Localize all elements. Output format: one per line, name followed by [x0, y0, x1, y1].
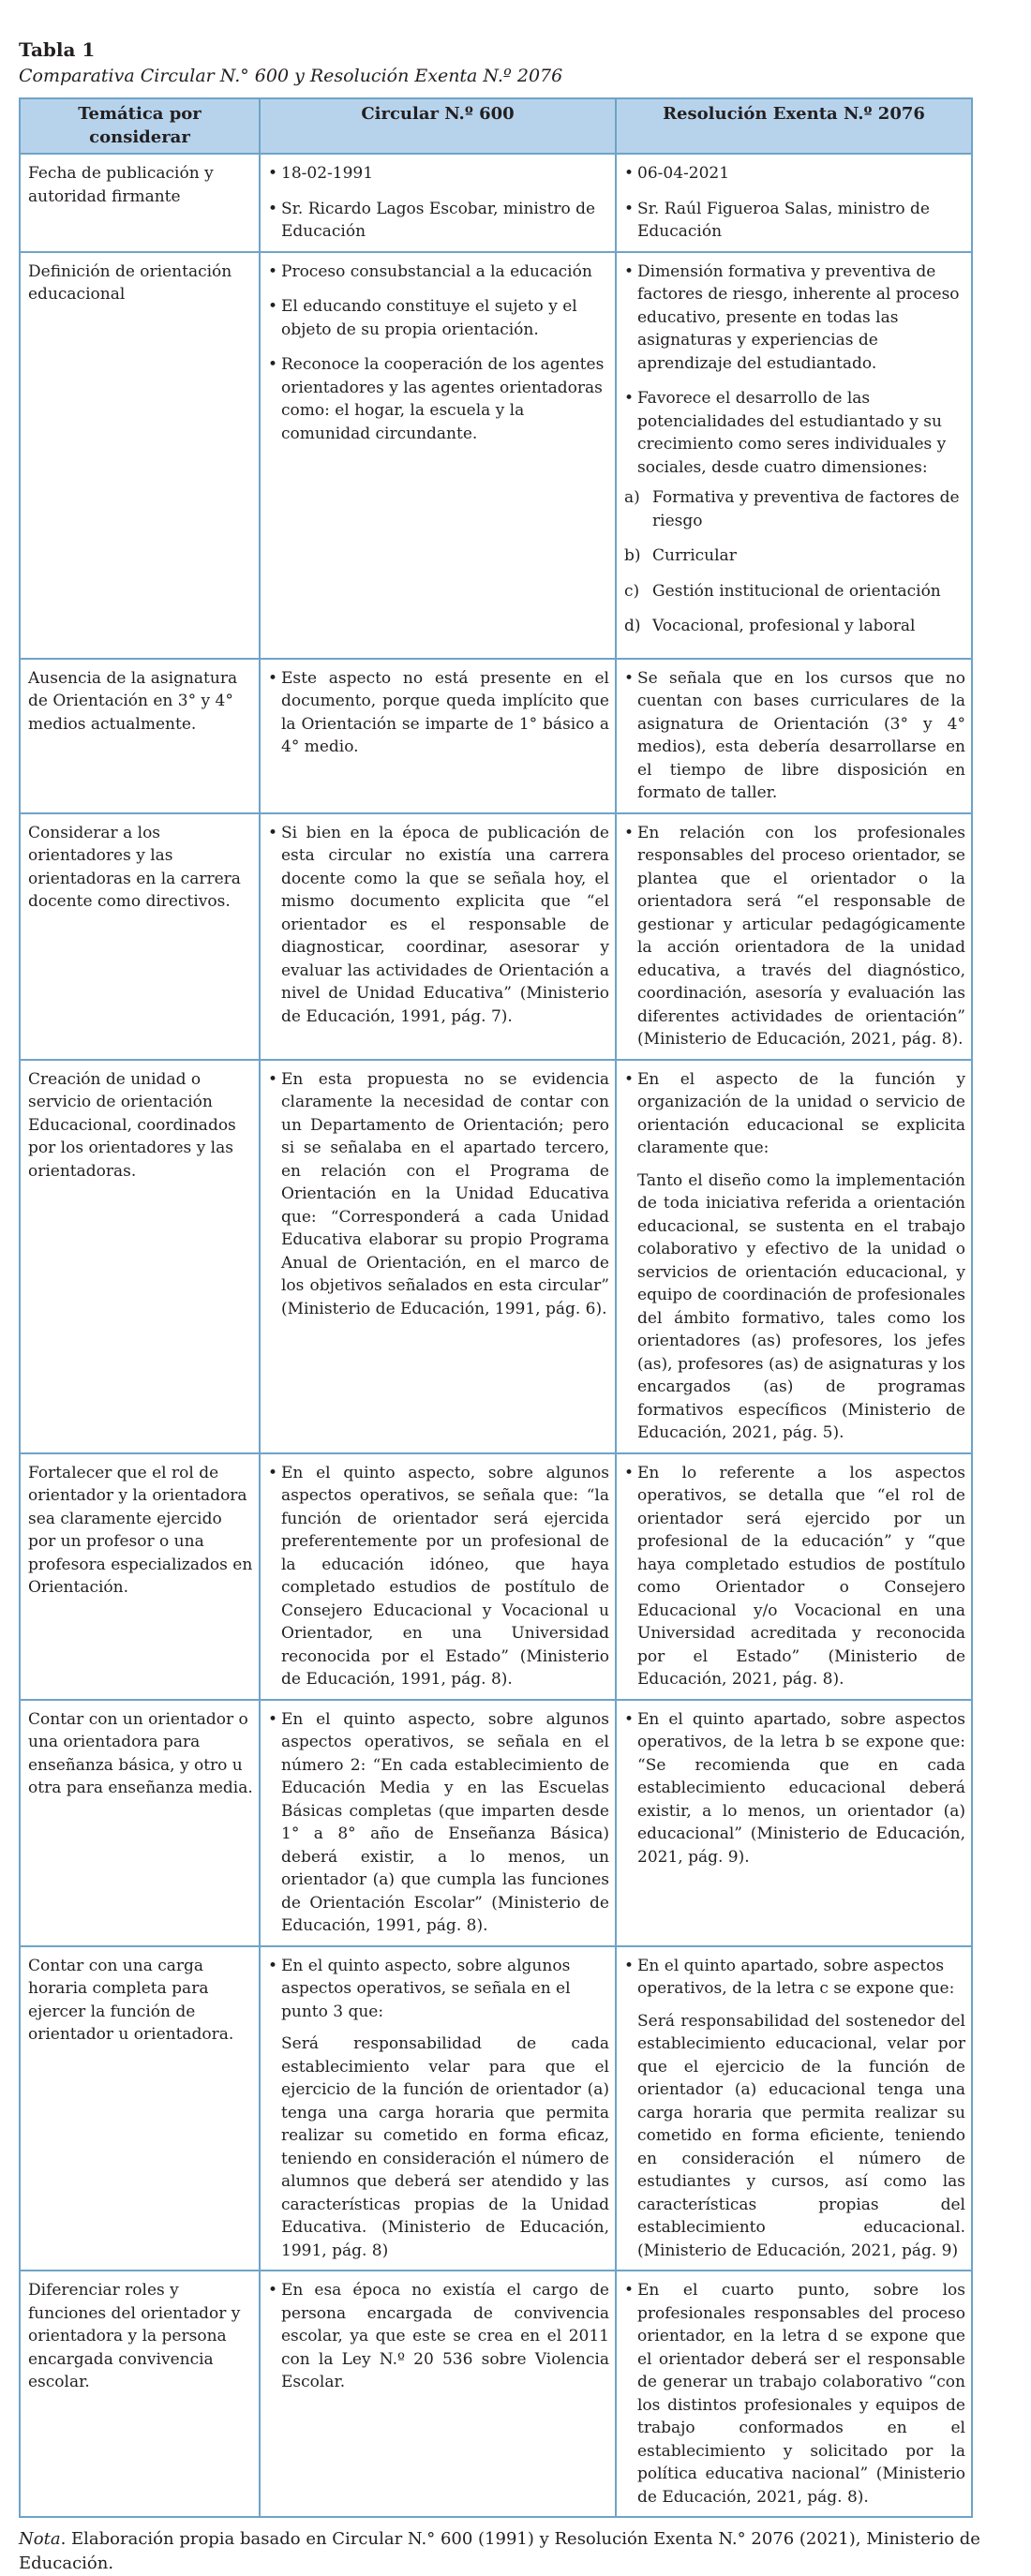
block-quote: Será responsabilidad del sostenedor del establecimiento educacional, velar por que el ejercicio de la función de orientador (a) educacional tenga una carga horaria que permita realizar su cometido en forma eficiente, teniendo en consideración el número de estudiantes y cursos, así como las características propias del establecimiento educacional. (Ministerio de Educación, 2021, pág. 9): [637, 2011, 965, 2260]
bullet-item: • 06-04-2021: [624, 162, 965, 186]
topic-cell: Definición de orientación educacional: [20, 252, 260, 659]
bullet-item: • Si bien en la época de publicación de esta circular no existía una carrera docente como la que se señala hoy, el mismo documento explicita que “el orientador es el responsable de diagnosticar, coordinar, asesorar y evaluar las actividades de Orientación a nivel de Unidad Educativa” (Ministerio de Educación, 1991, pág. 7).: [268, 822, 609, 1029]
bullet-list: [624, 822, 965, 1051]
dimension-text: Vocacional, profesional y laboral: [652, 617, 916, 635]
topic-cell: Creación de unidad o servicio de orientación Educacional, coordinados por los orientadores y las orientadoras.: [20, 1060, 260, 1453]
resolucion-2076-cell: [616, 1060, 972, 1453]
header-circular-600: Circular N.º 600: [260, 98, 616, 154]
circular-600-cell: [260, 2271, 616, 2517]
bullet-list: [268, 1462, 609, 1691]
table-note: [19, 2527, 1012, 2576]
bullet-item: • El educando constituye el sujeto y el objeto de su propia orientación.: [268, 295, 609, 341]
circular-600-cell: [260, 252, 616, 659]
table-row: [20, 154, 972, 252]
topic-cell: Contar con una carga horaria completa para ejercer la función de orientador u orientadora.: [20, 1946, 260, 2271]
circular-600-cell: [260, 1700, 616, 1946]
dimension-letter: a): [624, 488, 640, 507]
resolucion-2076-cell: [616, 154, 972, 252]
bullet-list: [624, 162, 965, 244]
resolucion-2076-cell: [616, 1453, 972, 1700]
circular-600-cell: [260, 154, 616, 252]
bullet-item: • Sr. Ricardo Lagos Escobar, ministro de Educación: [268, 198, 609, 244]
bullet-list: [268, 162, 609, 244]
resolucion-2076-cell: [616, 252, 972, 659]
bullet-list: [268, 1068, 609, 1321]
bullet-list: [268, 261, 609, 446]
table-row: [20, 1060, 972, 1453]
bullet-item: • Favorece el desarrollo de las potencialidades del estudiantado y su crecimiento como seres individuales y sociales, desde cuatro dimensiones:: [624, 387, 965, 479]
note-label: Nota: [19, 2529, 61, 2549]
table-row: [20, 1700, 972, 1946]
bullet-item: • En el quinto aspecto, sobre algunos aspectos operativos, se señala que: “la función de orientador será ejercida preferentemente por un profesional de la educación idóneo, que haya completado estudios de postítulo de Consejero Educacional y Vocacional u Orientador, en una Universidad reconocida por el Estado” (Ministerio de Educación, 1991, pág. 8).: [268, 1462, 609, 1691]
bullet-list: [624, 1462, 965, 1691]
topic-cell: Contar con un orientador o una orientadora para enseñanza básica, y otro u otra para enseñanza media.: [20, 1700, 260, 1946]
bullet-item: • En el quinto aspecto, sobre algunos aspectos operativos, se señala en el punto 3 que:: [268, 1955, 609, 2024]
bullet-list: [268, 1708, 609, 1938]
bullet-item: • Sr. Raúl Figueroa Salas, ministro de Educación: [624, 198, 965, 244]
bullet-item: • En el aspecto de la función y organización de la unidad o servicio de orientación educacional se explicita claramente que:: [624, 1068, 965, 1160]
dimension-text: Formativa y preventiva de factores de riesgo: [652, 488, 960, 530]
resolucion-2076-cell: [616, 2271, 972, 2517]
table-header-row: [20, 98, 972, 154]
bullet-item: • En esta propuesta no se evidencia claramente la necesidad de contar con un Departamento de Orientación; pero si se señalaba en el apartado tercero, en relación con el Programa de Orientación en la Unidad Educativa que: “Corresponderá a cada Unidad Educativa elaborar su propio Programa Anual de Orientación, en el marco de los objetivos señalados en esta circular” (Ministerio de Educación, 1991, pág. 6).: [268, 1068, 609, 1321]
document-page: [19, 37, 1012, 2576]
bullet-item: • Reconoce la cooperación de los agentes orientadores y las agentes orientadoras como: el hogar, la escuela y la comunidad circundante.: [268, 353, 609, 445]
circular-600-cell: [260, 813, 616, 1060]
header-topic: Temática por considerar: [20, 98, 260, 154]
dimension-item: [624, 486, 965, 532]
table-row: [20, 1946, 972, 2271]
dimension-item: [624, 615, 965, 638]
bullet-item: • 18-02-1991: [268, 162, 609, 186]
table-row: [20, 659, 972, 813]
dimension-text: Gestión institucional de orientación: [652, 581, 941, 601]
table-row: [20, 2271, 972, 2517]
resolucion-2076-cell: [616, 659, 972, 813]
bullet-item: • Este aspecto no está presente en el documento, porque queda implícito que la Orientación se imparte de 1° básico a 4° medio.: [268, 667, 609, 759]
bullet-item: • En el cuarto punto, sobre los profesionales responsables del proceso orientador, en la letra d se expone que el orientador deberá ser el responsable de generar un trabajo colaborativo “con los distintos profesionales y equipos de trabajo conformados en el establecimiento y solicitado por la política educativa nacional” (Ministerio de Educación, 2021, pág. 8).: [624, 2279, 965, 2509]
bullet-item: • Se señala que en los cursos que no cuentan con bases curriculares de la asignatura de Orientación (3° y 4° medios), esta debería desarrollarse en el tiempo de libre disposición en formato de taller.: [624, 667, 965, 805]
comparison-table: [19, 97, 973, 2518]
table-row: [20, 252, 972, 659]
header-resolucion-2076: Resolución Exenta N.º 2076: [616, 98, 972, 154]
bullet-list: [624, 261, 965, 480]
table-row: [20, 1453, 972, 1700]
circular-600-cell: [260, 1060, 616, 1453]
bullet-item: • En el quinto apartado, sobre aspectos operativos, de la letra b se expone que: “Se recomienda que en cada establecimiento educacional deberá existir, a lo menos, un orientador (a) educacional” (Ministerio de Educación, 2021, pág. 9).: [624, 1708, 965, 1869]
bullet-list: [268, 667, 609, 759]
bullet-list: [624, 2279, 965, 2509]
bullet-item: • En el quinto apartado, sobre aspectos operativos, de la letra c se expone que:: [624, 1955, 965, 2001]
circular-600-cell: [260, 1453, 616, 1700]
bullet-list: [624, 1068, 965, 1160]
bullet-item: • En relación con los profesionales responsables del proceso orientador, se plantea que el orientador o la orientadora será “el responsable de gestionar y articular pedagógicamente la acción orientadora de la unidad educativa, a través del diagnóstico, coordinación, asesoría y evaluación las diferentes actividades de orientación” (Ministerio de Educación, 2021, pág. 8).: [624, 822, 965, 1051]
table-label: Tabla 1: [19, 38, 96, 61]
bullet-list: [624, 667, 965, 805]
bullet-item: • Dimensión formativa y preventiva de factores de riesgo, inherente al proceso educativo, presente en todas las asignaturas y experiencias de aprendizaje del estudiantado.: [624, 261, 965, 376]
bullet-item: • En el quinto aspecto, sobre algunos aspectos operativos, se señala en el número 2: “En cada establecimiento de Educación Media y en las Escuelas Básicas completas (que imparten desde 1° a 8° año de Enseñanza Básica) deberá existir, a lo menos, un orientador (a) que cumpla las funciones de Orientación Escolar” (Ministerio de Educación, 1991, pág. 8).: [268, 1708, 609, 1938]
bullet-list: [624, 1708, 965, 1869]
dimension-letter: d): [624, 617, 641, 635]
bullet-list: [268, 822, 609, 1029]
bullet-list: [268, 1955, 609, 2024]
dimension-letter: b): [624, 546, 641, 565]
resolucion-2076-cell: [616, 813, 972, 1060]
dimension-text: Curricular: [652, 546, 737, 565]
dimension-item: [624, 544, 965, 568]
dimension-item: [624, 580, 965, 603]
table-row: [20, 813, 972, 1060]
topic-cell: Diferenciar roles y funciones del orientador y orientadora y la persona encargada convivencia escolar.: [20, 2271, 260, 2517]
topic-cell: Fecha de publicación y autoridad firmante: [20, 154, 260, 252]
topic-cell: Considerar a los orientadores y las orientadoras en la carrera docente como directivos.: [20, 813, 260, 1060]
circular-600-cell: [260, 659, 616, 813]
bullet-list: [624, 1955, 965, 2001]
resolucion-2076-cell: [616, 1700, 972, 1946]
bullet-item: • En esa época no existía el cargo de persona encargada de convivencia escolar, ya que este se crea en el 2011 con la Ley N.º 20 536 sobre Violencia Escolar.: [268, 2279, 609, 2394]
note-text: . Elaboración propia basado en Circular N.° 600 (1991) y Resolución Exenta N.° 2076 (2021), Ministerio de Educación.: [19, 2529, 980, 2573]
dimension-letter: c): [624, 581, 640, 601]
block-quote: Tanto el diseño como la implementación de toda iniciativa referida a orientación educacional, se sustenta en el trabajo colaborativo y efectivo de la unidad o servicios de orientación educacional, y equipo de coordinación de profesionales del ámbito formativo, tales como los orientadores (as) profesores, los jefes (as), profesores (as) de asignaturas y los encargados (as) de programas formativos específicos (Ministerio de Educación, 2021, pág. 5).: [637, 1170, 965, 1442]
bullet-item: • Proceso consubstancial a la educación: [268, 261, 609, 284]
topic-cell: Ausencia de la asignatura de Orientación en 3° y 4° medios actualmente.: [20, 659, 260, 813]
topic-cell: Fortalecer que el rol de orientador y la orientadora sea claramente ejercido por un profesor o una profesora especializados en Orientación.: [20, 1453, 260, 1700]
resolucion-2076-cell: [616, 1946, 972, 2271]
dimension-list: [624, 486, 965, 638]
bullet-list: [268, 2279, 609, 2394]
block-quote: Será responsabilidad de cada establecimiento velar para que el ejercicio de la función de orientador (a) tenga una carga horaria que permita realizar su cometido en forma eficaz, teniendo en consideración el número de alumnos que deberá ser atendido y las características propias de la Unidad Educativa. (Ministerio de Educación, 1991, pág. 8): [281, 2034, 609, 2260]
table-body: [20, 154, 972, 2517]
table-caption: Comparativa Circular N.° 600 y Resolución Exenta N.º 2076: [19, 66, 563, 86]
circular-600-cell: [260, 1946, 616, 2271]
bullet-item: • En lo referente a los aspectos operativos, se detalla que “el rol de orientador será ejercido por un profesional de la educación” y “que haya completado estudios de postítulo como Orientador o Consejero Educacional y/o Vocacional en una Universidad acreditada y reconocida por el Estado” (Ministerio de Educación, 2021, pág. 8).: [624, 1462, 965, 1691]
